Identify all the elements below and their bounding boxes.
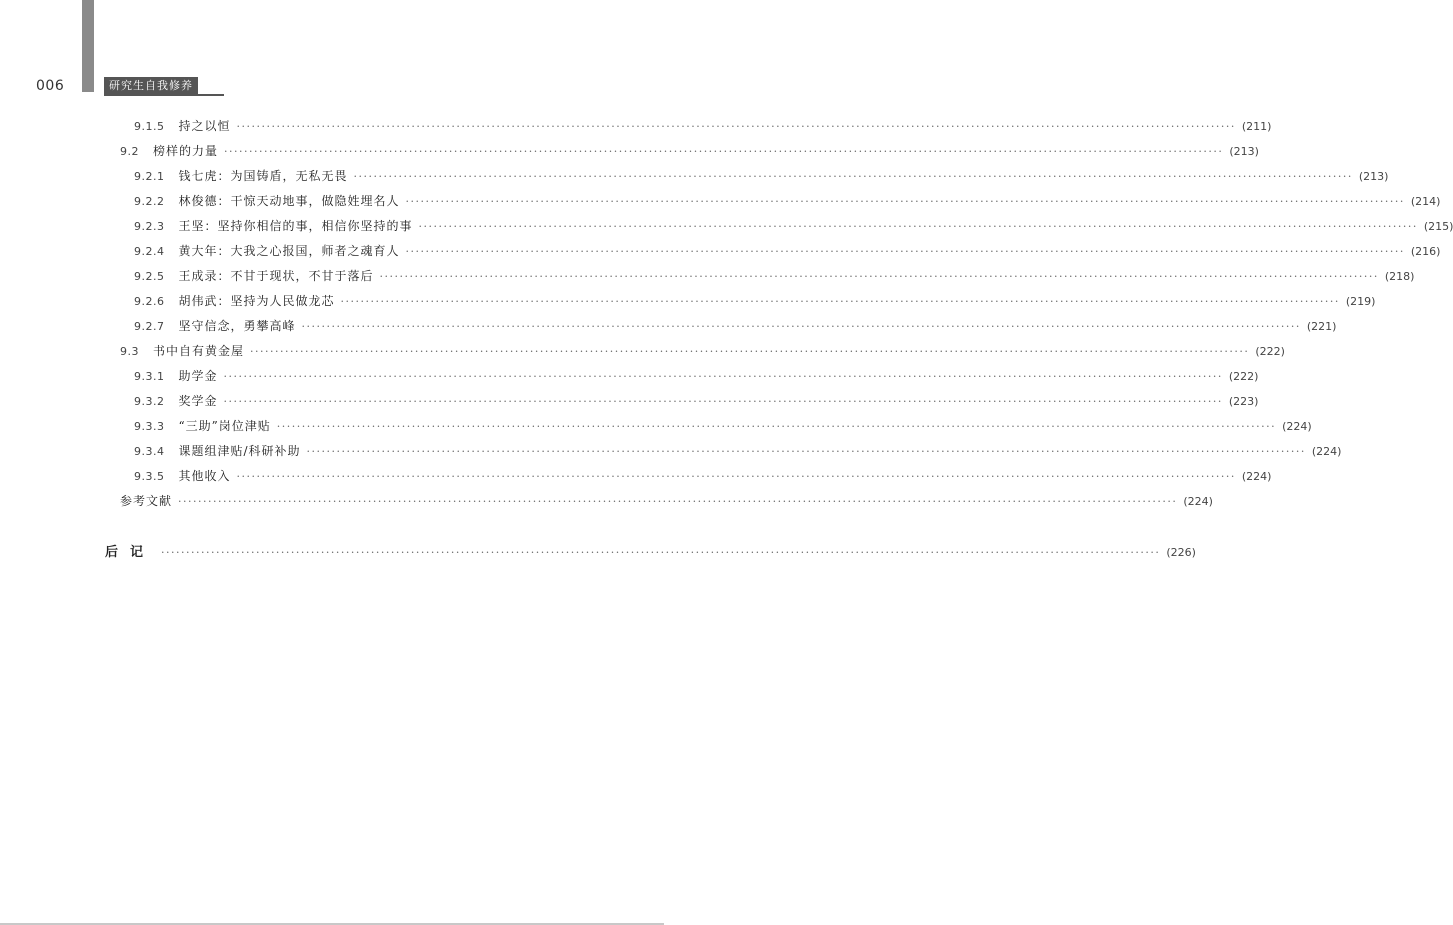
toc-entry-page: (219)	[1345, 295, 1376, 308]
toc-entry-page: (222)	[1255, 345, 1285, 358]
toc-entry-number: 9.3.1	[134, 370, 165, 383]
toc-entry-title: 王成录：不甘于现状，不甘于落后	[178, 269, 374, 283]
toc-entry-page: (224)	[1311, 445, 1342, 458]
running-header-title: 研究生自我修养	[104, 77, 198, 94]
toc-entry[interactable]	[120, 343, 1285, 359]
toc-entry-page: (226)	[1166, 546, 1196, 559]
toc-entry[interactable]	[134, 443, 1342, 459]
toc-entry-title: “三助”岗位津贴	[178, 419, 271, 433]
toc-entry-number: 9.3	[120, 345, 139, 358]
toc-leader-dots: ········································································································································································································	[178, 495, 1178, 508]
toc-entry[interactable]	[120, 143, 1259, 159]
toc-entry-page: (214)	[1410, 195, 1441, 208]
toc-leader-dots: ········································································································································································································	[301, 320, 1301, 333]
toc-leader-dots: ········································································································································································································	[379, 270, 1379, 283]
toc-entry[interactable]	[134, 468, 1272, 484]
toc-leader-dots: ········································································································································································································	[418, 220, 1418, 233]
page-number: 006	[36, 78, 65, 94]
toc-entry-title: 参考文献	[120, 494, 173, 508]
toc-leader-dots: ········································································································································································································	[405, 195, 1405, 208]
toc-entry-title: 胡伟武：坚持为人民做龙芯	[178, 294, 335, 308]
toc-entry-page: (221)	[1306, 320, 1337, 333]
toc-entry-number: 9.3.3	[134, 420, 165, 433]
toc-entry-number: 9.3.5	[134, 470, 165, 483]
toc-entry-title: 助学金	[178, 369, 218, 383]
toc-entry-number: 9.2.4	[134, 245, 165, 258]
toc-entry-title: 榜样的力量	[153, 144, 219, 158]
toc-entry-title: 其他收入	[178, 469, 231, 483]
toc-entry[interactable]	[134, 393, 1259, 409]
toc-entry[interactable]	[134, 243, 1441, 259]
toc-entry-title: 王坚：坚持你相信的事，相信你坚持的事	[178, 219, 413, 233]
toc-leader-dots: ········································································································································································································	[223, 370, 1223, 383]
toc-entry[interactable]	[134, 193, 1441, 209]
toc-entry-title: 林俊德：干惊天动地事，做隐姓埋名人	[178, 194, 400, 208]
toc-entry-number: 9.2.6	[134, 295, 165, 308]
toc-leader-dots: ········································································································································································································	[161, 546, 1161, 559]
toc-entry-number: 9.2.5	[134, 270, 165, 283]
toc-entry-title: 钱七虎：为国铸盾，无私无畏	[178, 169, 348, 183]
toc-entry-title: 持之以恒	[178, 119, 231, 133]
toc-entry-page: (218)	[1384, 270, 1415, 283]
toc-entry-number: 9.2.3	[134, 220, 165, 233]
toc-entry-page: (223)	[1228, 395, 1259, 408]
toc-entry-title: 课题组津贴/科研补助	[178, 444, 301, 458]
header-underline	[104, 94, 224, 96]
toc-leader-dots: ········································································································································································································	[236, 470, 1236, 483]
toc-entry-page: (224)	[1282, 420, 1312, 433]
toc-entry[interactable]	[134, 293, 1376, 309]
toc-entry-number: 9.3.4	[134, 445, 165, 458]
toc-entry-number: 9.2.2	[134, 195, 165, 208]
toc-entry[interactable]	[120, 493, 1213, 509]
toc-entry-title: 后记	[105, 545, 156, 560]
toc-entry[interactable]	[134, 418, 1312, 434]
toc-entry-page: (213)	[1358, 170, 1389, 183]
toc-entry-title: 书中自有黄金屋	[153, 344, 245, 358]
toc-entry-page: (224)	[1241, 470, 1272, 483]
toc-leader-dots: ········································································································································································································	[250, 345, 1250, 358]
toc-leader-dots: ········································································································································································································	[276, 420, 1277, 433]
toc-entry[interactable]	[134, 368, 1259, 384]
toc-entry-page: (215)	[1423, 220, 1453, 233]
toc-entry-number: 9.2	[120, 145, 139, 158]
toc-leader-dots: ········································································································································································································	[224, 145, 1224, 158]
toc-entry-number: 9.2.7	[134, 320, 165, 333]
toc-entry-number: 9.1.5	[134, 120, 165, 133]
toc-entry-title: 奖学金	[178, 394, 218, 408]
toc-leader-dots: ········································································································································································································	[353, 170, 1353, 183]
toc-leader-dots: ········································································································································································································	[340, 295, 1340, 308]
toc-entry-page: (222)	[1228, 370, 1259, 383]
toc-leader-dots: ········································································································································································································	[405, 245, 1405, 258]
toc-entry-number: 9.3.2	[134, 395, 165, 408]
toc-leader-dots: ········································································································································································································	[306, 445, 1306, 458]
toc-entry-page: (224)	[1183, 495, 1213, 508]
header-accent-bar	[82, 0, 94, 92]
toc-entry-page: (211)	[1241, 120, 1272, 133]
toc-entry-afterword[interactable]	[105, 545, 1196, 561]
toc-leader-dots: ········································································································································································································	[236, 120, 1236, 133]
toc-entry-title: 坚守信念，勇攀高峰	[178, 319, 296, 333]
toc-entry-number: 9.2.1	[134, 170, 165, 183]
toc-entry-title: 黄大年：大我之心报国，师者之魂育人	[178, 244, 400, 258]
toc-entry-page: (216)	[1410, 245, 1441, 258]
toc-leader-dots: ········································································································································································································	[223, 395, 1223, 408]
toc-entry[interactable]	[134, 268, 1415, 284]
toc-entry[interactable]	[134, 118, 1272, 134]
toc-entry[interactable]	[134, 168, 1389, 184]
toc-entry-page: (213)	[1229, 145, 1259, 158]
toc-entry[interactable]	[134, 318, 1337, 334]
toc-entry[interactable]	[134, 218, 1453, 234]
